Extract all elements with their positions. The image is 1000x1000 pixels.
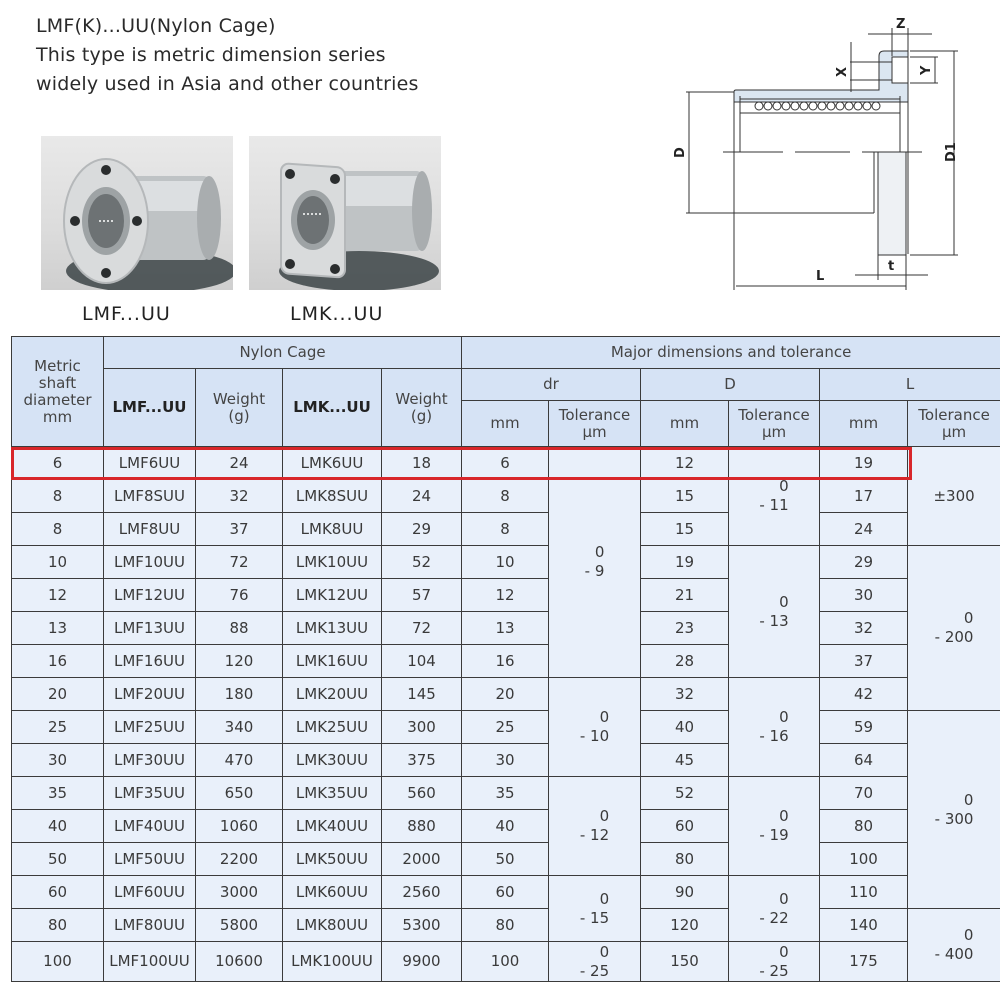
D-tolerance-cell: 0 - 22 [729, 876, 820, 942]
L-tolerance-cell: 0 - 400 [908, 909, 1000, 982]
header-shaft-diameter: Metric shaft diameter mm [12, 337, 104, 447]
table-row: 40 LMF40UU 1060 LMK40UU 880 40 60 80 [12, 810, 1000, 843]
lmk-caption: LMK...UU [290, 303, 384, 325]
dim-label-l: L [816, 269, 825, 284]
header-D-tolerance: Tolerance µm [729, 401, 820, 447]
dim-label-x: X [835, 66, 850, 77]
dim-label-d1: D1 [944, 142, 959, 162]
square-flange-bearing-icon [249, 136, 441, 290]
table-row: 8 LMF8SUU 32 LMK8SUU 24 8 15 17 [12, 480, 1000, 513]
L-tolerance-cell: 0 - 200 [908, 546, 1000, 711]
header-weight-lmk: Weight (g) [382, 369, 462, 447]
D-tolerance-cell: 0 - 19 [729, 777, 820, 876]
dr-tolerance-cell: 0 - 15 [549, 876, 641, 942]
table-row: 25 LMF25UU 340 LMK25UU 300 25 40 59 0 - 300 [12, 711, 1000, 744]
header-weight-lmf: Weight (g) [196, 369, 283, 447]
lmf-product-photo [41, 136, 233, 290]
table-row: 20 LMF20UU 180 LMK20UU 145 20 0 - 10 32 0 - 16 42 [12, 678, 1000, 711]
table-row: 50 LMF50UU 2200 LMK50UU 2000 50 80 100 [12, 843, 1000, 876]
intro-line-3: widely used in Asia and other countries [36, 73, 419, 95]
dim-label-y: Y [919, 65, 934, 75]
header-L-mm: mm [820, 401, 908, 447]
dim-label-t: t [888, 259, 895, 274]
table-row: 12 LMF12UU 76 LMK12UU 57 12 21 30 [12, 579, 1000, 612]
L-tolerance-cell: 0 - 300 [908, 711, 1000, 909]
D-tolerance-cell: 0 - 25 [729, 942, 820, 982]
intro-line-2: This type is metric dimension series [36, 44, 386, 66]
header-L-tolerance: Tolerance µm [908, 401, 1000, 447]
dim-label-d: D [673, 147, 688, 158]
table-row: 60 LMF60UU 3000 LMK60UU 2560 60 0 - 15 90 0 - 22 110 [12, 876, 1000, 909]
header-dr-tolerance: Tolerance µm [549, 401, 641, 447]
intro-text [36, 12, 419, 99]
lmk-product-photo [249, 136, 441, 290]
intro-title: LMF(K)...UU(Nylon Cage) [36, 15, 276, 37]
table-row: 35 LMF35UU 650 LMK35UU 560 35 0 - 12 52 0 - 19 70 [12, 777, 1000, 810]
header-dr: dr [462, 369, 641, 401]
table-row: 13 LMF13UU 88 LMK13UU 72 13 23 32 [12, 612, 1000, 645]
round-flange-bearing-icon [41, 136, 233, 290]
table-row: 16 LMF16UU 120 LMK16UU 104 16 28 37 [12, 645, 1000, 678]
header-D-mm: mm [641, 401, 729, 447]
table-row: 30 LMF30UU 470 LMK30UU 375 30 45 64 [12, 744, 1000, 777]
header-D: D [641, 369, 820, 401]
table-row: 10 LMF10UU 72 LMK10UU 52 10 19 0 - 13 29 0 - 200 [12, 546, 1000, 579]
header-nylon-cage: Nylon Cage [104, 337, 462, 369]
D-tolerance-cell: 0 - 13 [729, 546, 820, 678]
header-lmk: LMK...UU [283, 369, 382, 447]
header-L: L [820, 369, 1000, 401]
dim-label-z: Z [896, 17, 906, 32]
header-lmf: LMF...UU [104, 369, 196, 447]
D-tolerance-cell: 0 - 11 [729, 447, 820, 546]
table-row: 6 LMF6UU 24 LMK6UU 18 6 0 - 9 12 0 - 11 19 ±300 [12, 447, 1000, 480]
lmf-caption: LMF...UU [82, 303, 171, 325]
L-tolerance-cell: ±300 [908, 447, 1000, 546]
table-row: 8 LMF8UU 37 LMK8UU 29 8 15 24 [12, 513, 1000, 546]
bearing-spec-table [11, 336, 1000, 982]
header-dr-mm: mm [462, 401, 549, 447]
dr-tolerance-cell: 0 - 12 [549, 777, 641, 876]
D-tolerance-cell: 0 - 16 [729, 678, 820, 777]
table-row: 100 LMF100UU 10600 LMK100UU 9900 100 0 - 25 150 0 - 25 175 [12, 942, 1000, 982]
dr-tolerance-cell: 0 - 9 [549, 447, 641, 678]
bearing-dimension-diagram [660, 0, 1000, 300]
header-major-dimensions: Major dimensions and tolerance [462, 337, 1000, 369]
table-row: 80 LMF80UU 5800 LMK80UU 5300 80 120 140 0 - 400 [12, 909, 1000, 942]
cross-section-drawing-icon [660, 0, 1000, 300]
dr-tolerance-cell: 0 - 10 [549, 678, 641, 777]
dr-tolerance-cell: 0 - 25 [549, 942, 641, 982]
